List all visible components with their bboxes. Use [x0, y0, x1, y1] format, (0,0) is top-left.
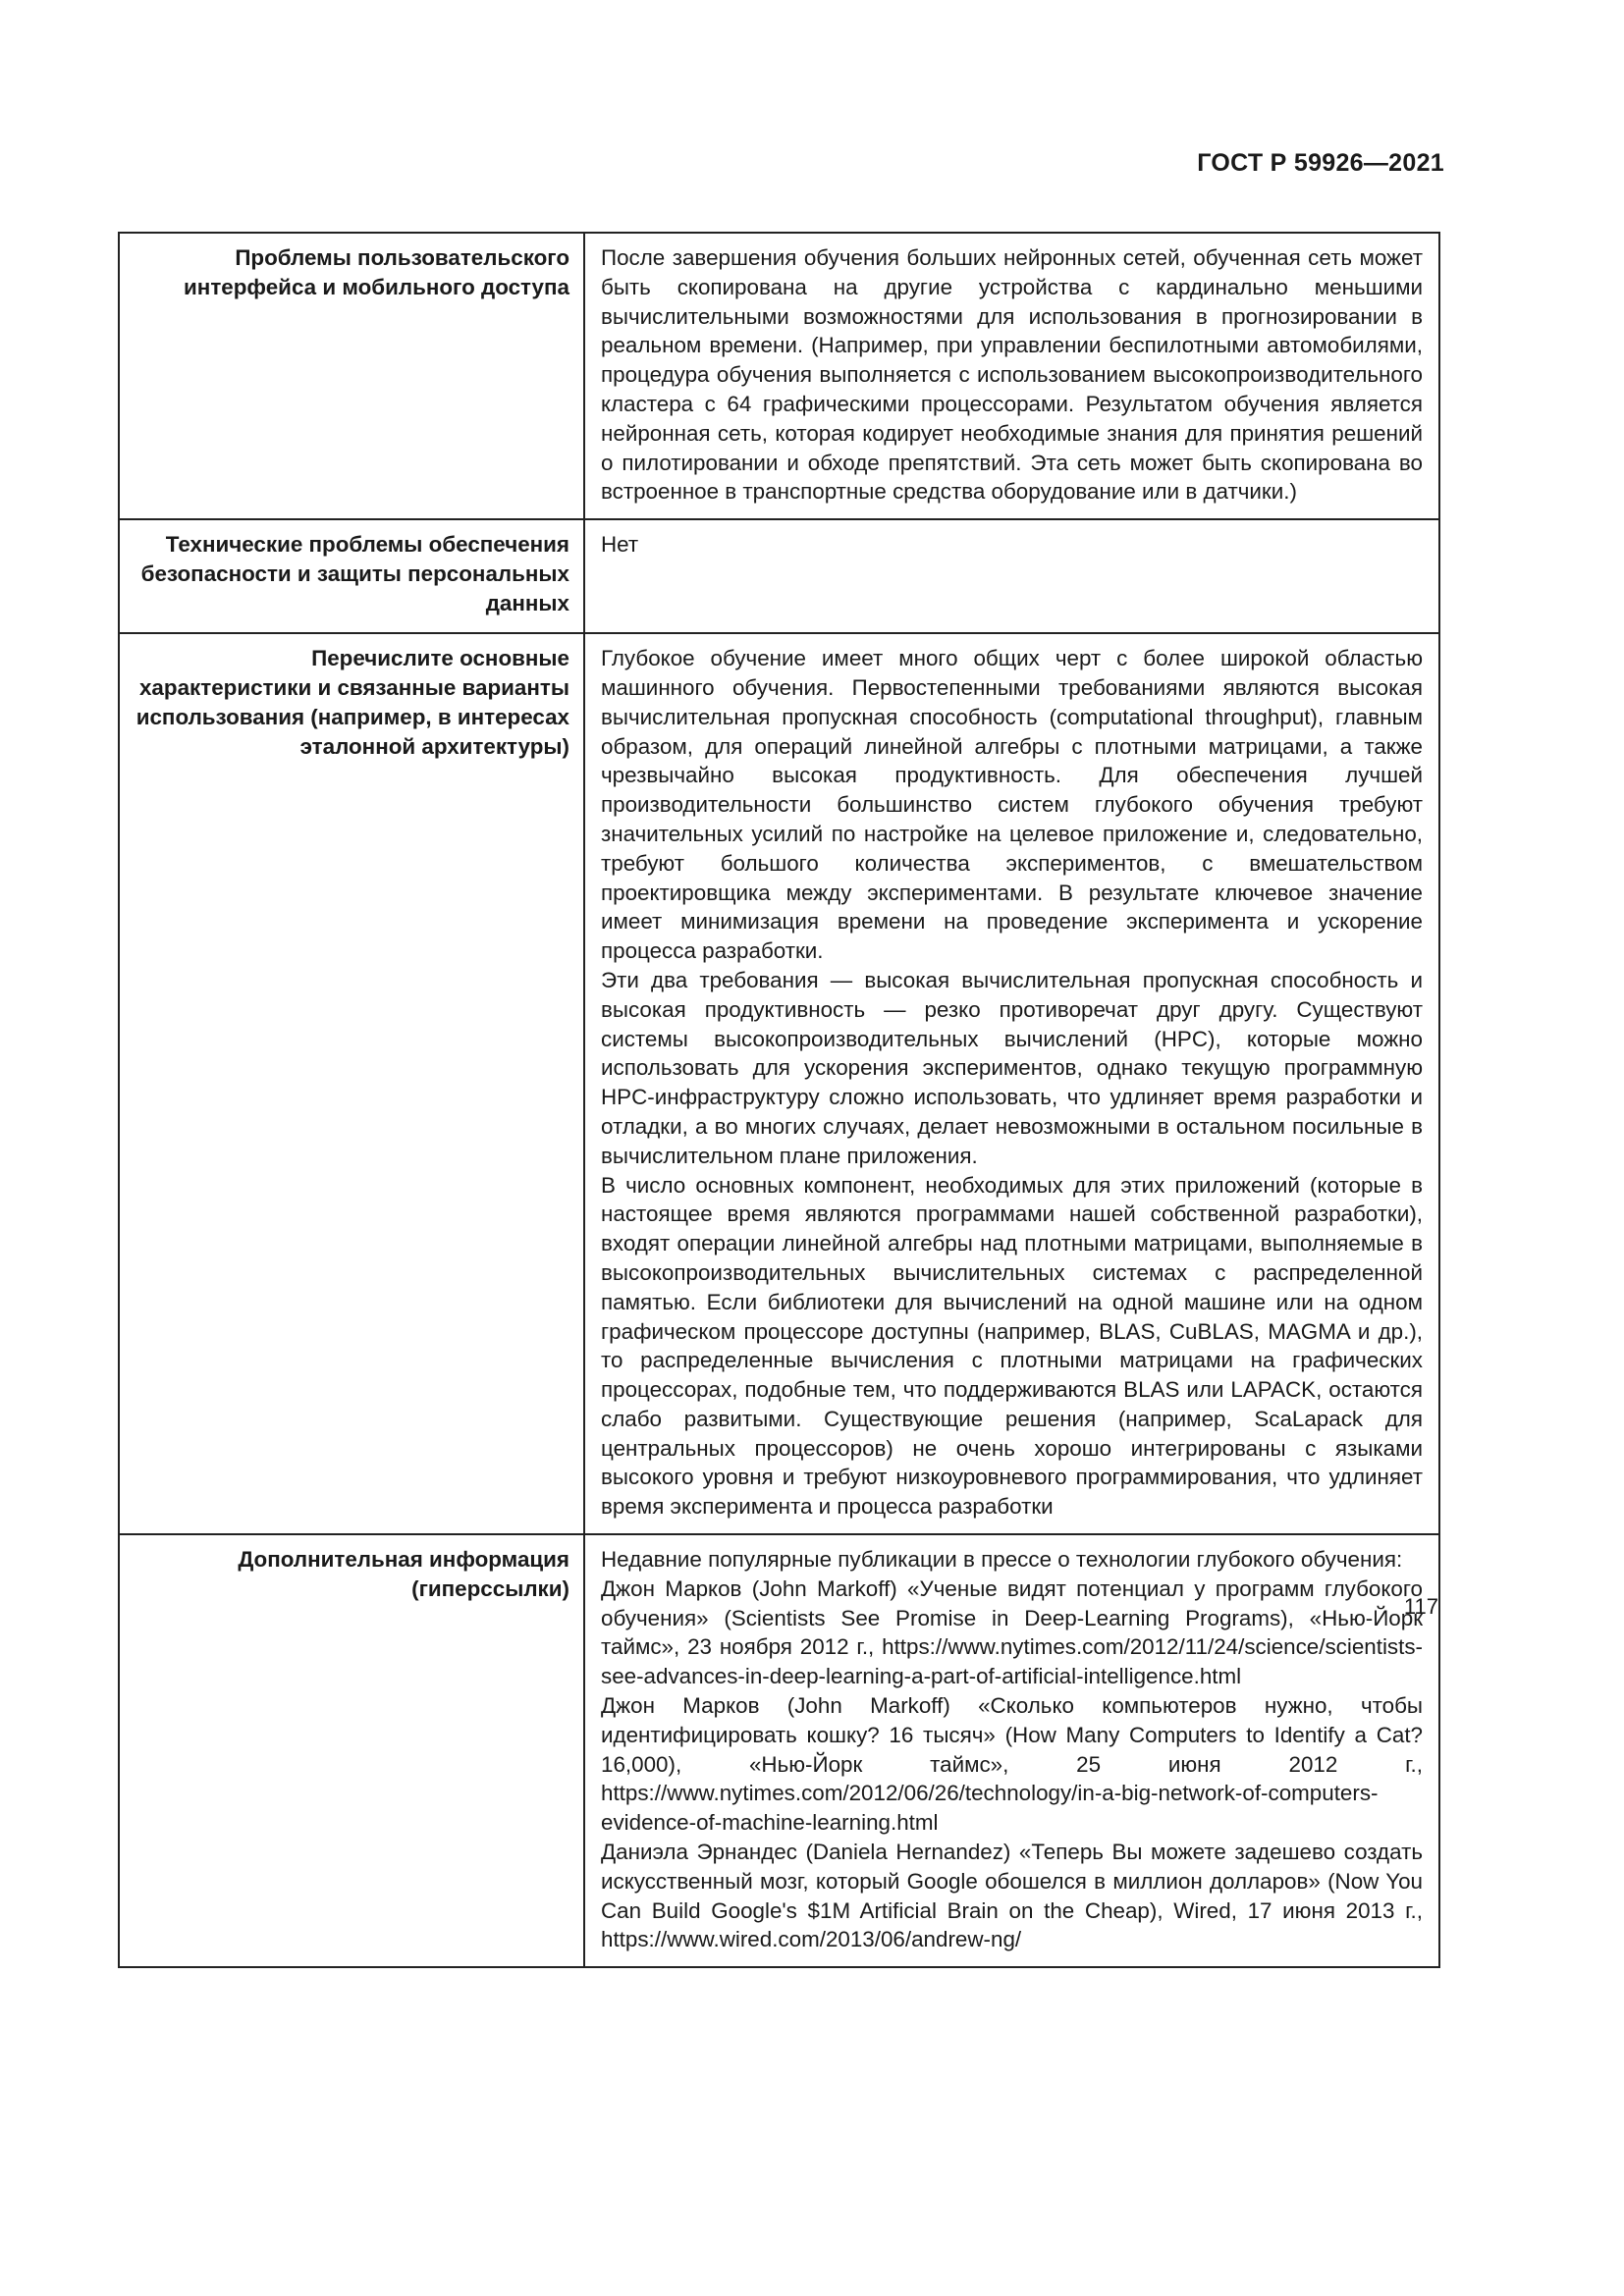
- table-row: [119, 233, 1439, 519]
- row-label: Проблемы пользовательского интерфейса и мобильного доступа: [119, 233, 584, 519]
- paragraph: Эти два требования — высокая вычислительная пропускная способность и высокая продуктивность — резко противоречат друг другу. Существуют системы высокопроизводительных вычислений (HPC), которые можно использовать для ускорения экспериментов, однако текущую программную HPC-инфраструктуру сложно использовать, что удлиняет время разработки и отладки, а во многих случаях, делает невозможными в остальном посильные в вычислительном плане приложения.: [601, 967, 1423, 1168]
- row-label: Перечислите основные характеристики и связанные варианты использования (например, в интересах эталонной архитектуры): [119, 633, 584, 1534]
- row-content: [584, 633, 1439, 1534]
- table-row: [119, 633, 1439, 1534]
- reference-markoff-2012-jun: Джон Марков (John Markoff) «Сколько компьютеров нужно, чтобы идентифицировать кошку? 16 тысяч» (How Many Computers to Identify a Cat? 16,000), «Нью-Йорк таймс», 25 июня 2012 г., https://www.nytimes.com/2012/06/26/technology/in-a-big-network-of-computers-evidence-of-machine-learning.html: [601, 1693, 1423, 1836]
- page-number: 117: [1403, 1594, 1438, 1619]
- reference-markoff-2012-nov: Джон Марков (John Markoff) «Ученые видят потенциал у программ глубокого обучения» (Scientists See Promise in Deep-Learning Programs), «Нью-Йорк таймс», 23 ноября 2012 г., https://www.nytimes.com/2012/11/24/science/scientists-see-advances-in-deep-learning-a-part-of-artificial-intelligence.html: [601, 1575, 1423, 1689]
- reference-hernandez-2013: Даниэла Эрнандес (Daniela Hernandez) «Теперь Вы можете задешево создать искусственный мозг, который Google обошелся в миллион долларов» (Now You Can Build Google's $1M Artificial Brain on the Cheap), Wired, 17 июня 2013 г., https://www.wired.com/2013/06/andrew-ng/: [601, 1840, 1423, 1952]
- row-content: [584, 233, 1439, 519]
- paragraph: Нет: [601, 532, 639, 558]
- table-row: [119, 1534, 1439, 1967]
- row-label: Дополнительная информация (гиперссылки): [119, 1534, 584, 1967]
- paragraph: После завершения обучения больших нейронных сетей, обученная сеть может быть скопирована на другие устройства с кардинально меньшими вычислительными возможностями для использования в прогнозировании в реальном времени. (Например, при управлении беспилотными автомобилями, процедура обучения выполняется с использованием высокопроизводительного кластера с 64 графическими процессорами. Результатом обучения является нейронная сеть, которая кодирует необходимые знания для принятия решений о пилотировании и обходе препятствий. Эта сеть может быть скопирована во встроенное в транспортные средства оборудование или в датчики.): [601, 245, 1423, 505]
- paragraph: Недавние популярные публикации в прессе о технологии глубокого обучения:: [601, 1547, 1403, 1573]
- row-label: Технические проблемы обеспечения безопасности и защиты персональных данных: [119, 519, 584, 633]
- document-code: ГОСТ Р 59926—2021: [1197, 149, 1444, 177]
- paragraph: Глубокое обучение имеет много общих черт с более широкой областью машинного обучения. Первостепенными требованиями являются высокая вычислительная пропускная способность (computational throughput), главным образом, для операций линейной алгебры с плотными матрицами, а также чрезвычайно высокая продуктивность. Для обеспечения лучшей производительности большинство систем глубокого обучения требуют значительных усилий по настройке на целевое приложение и, следовательно, требуют большого количества экспериментов, с вмешательством проектировщика между экспериментами. В результате ключевое значение имеет минимизация времени на проведение эксперимента и ускорение процесса разработки.: [601, 646, 1423, 964]
- use-case-table: [118, 232, 1440, 1968]
- paragraph: В число основных компонент, необходимых для этих приложений (которые в настоящее время являются программами нашей собственной разработки), входят операции линейной алгебры над плотными матрицами, выполняемые в высокопроизводительных вычислительных системах с распределенной памятью. Если библиотеки для вычислений на одной машине или на одном графическом процессоре доступны (например, BLAS, CuBLAS, MAGMA и др.), то распределенные вычисления с плотными матрицами на графических процессорах, подобные тем, что поддерживаются BLAS или LAPACK, остаются слабо развитыми. Существующие решения (например, ScaLapack для центральных процессоров) не очень хорошо интегрированы с языками высокого уровня и требуют низкоуровневого программирования, что удлиняет время эксперимента и процесса разработки: [601, 1172, 1423, 1520]
- row-content: [584, 519, 1439, 633]
- table-row: [119, 519, 1439, 633]
- row-content: [584, 1534, 1439, 1967]
